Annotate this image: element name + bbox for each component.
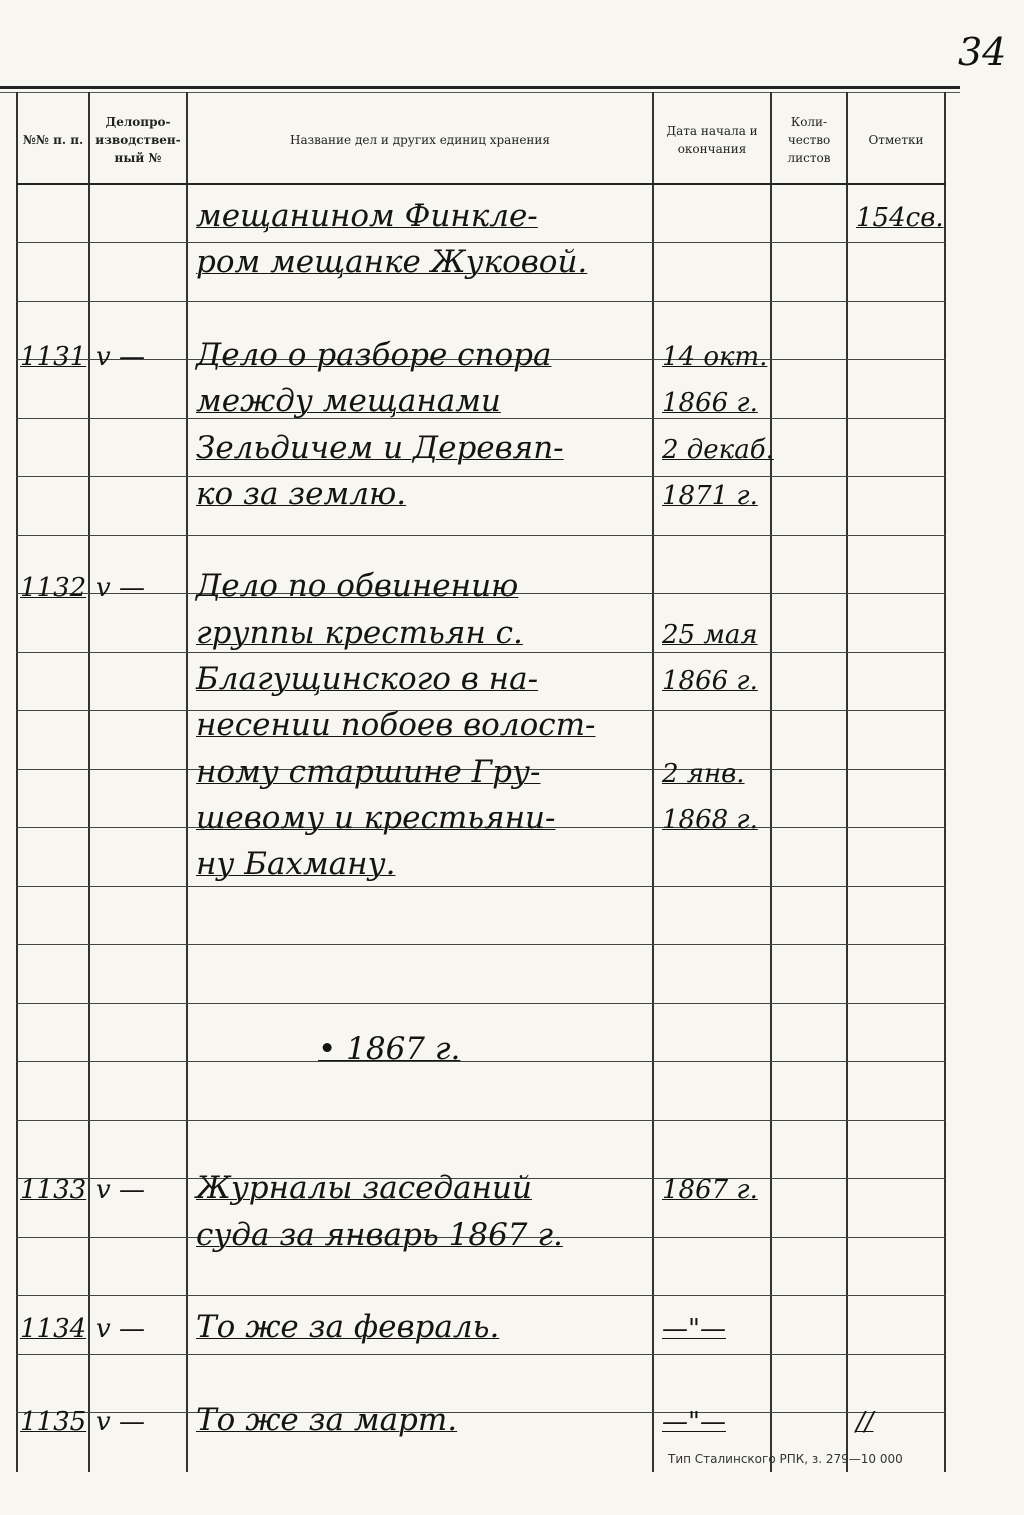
entry-date: 1871 г.	[662, 481, 758, 511]
entry-title-line: То же за март.	[196, 1402, 458, 1438]
top-rule	[0, 86, 960, 89]
entry-office-mark: v —	[96, 1314, 145, 1344]
entry-title-line: ром мещанке Жуковой.	[196, 244, 588, 280]
row-rule	[16, 944, 946, 945]
entry-title-line: То же за февраль.	[196, 1309, 500, 1345]
header-col-num: №№ п. п.	[22, 133, 84, 147]
header-col-dates: Дата начала и окончания	[666, 124, 758, 156]
entry-date: 2 декаб.	[662, 435, 774, 465]
print-footer: Тип Сталинского РПК, з. 279—10 000	[668, 1452, 903, 1466]
entry-title-line: группы крестьян с.	[196, 615, 523, 651]
entry-title-line: • 1867 г.	[318, 1031, 461, 1067]
row-rule	[16, 476, 946, 477]
entry-title-line: между мещанами	[196, 383, 501, 419]
entry-note: 154св.	[856, 203, 944, 233]
header-rule	[16, 183, 946, 185]
entry-office-mark: v —	[96, 573, 145, 603]
entry-number: 1134	[20, 1314, 87, 1344]
entry-title-line: мещанином Финкле-	[196, 198, 538, 234]
entry-date: 25 мая	[662, 620, 758, 650]
col-divider	[88, 92, 90, 1472]
entry-title-line: Журналы заседаний	[196, 1170, 532, 1206]
col-divider	[16, 92, 18, 1472]
col-divider	[652, 92, 654, 1472]
row-rule	[16, 301, 946, 302]
entry-office-mark: v —	[96, 342, 145, 372]
page-number: 34	[958, 30, 1007, 74]
entry-date: 1868 г.	[662, 805, 758, 835]
entry-office-mark: v —	[96, 1407, 145, 1437]
entry-title-line: суда за январь 1867 г.	[196, 1217, 563, 1253]
row-rule	[16, 886, 946, 887]
entry-date: —"—	[662, 1407, 726, 1437]
top-rule-thin	[0, 92, 960, 93]
row-rule	[16, 1354, 946, 1355]
header-col-office: Делопро- изводствен- ный №	[95, 115, 181, 165]
col-divider	[846, 92, 848, 1472]
col-divider	[770, 92, 772, 1472]
col-divider	[944, 92, 946, 1472]
header-col-sheets: Коли- чество листов	[787, 115, 831, 165]
entry-title-line: несении побоев волост-	[196, 707, 596, 743]
row-rule	[16, 1295, 946, 1296]
entry-date: 1866 г.	[662, 666, 758, 696]
col-divider	[186, 92, 188, 1472]
entry-title-line: ному старшине Гру-	[196, 754, 541, 790]
entry-title-line: Зельдичем и Деревяп-	[196, 430, 564, 466]
row-rule	[16, 1120, 946, 1121]
entry-title-line: ну Бахману.	[196, 846, 396, 882]
entry-note: //	[856, 1407, 874, 1437]
entry-title-line: шевому и крестьяни-	[196, 800, 556, 836]
entry-title-line: ко за землю.	[196, 476, 407, 512]
entry-title-line: Благущинского в на-	[196, 661, 539, 697]
entry-title-line: Дело по обвинению	[196, 568, 519, 604]
entry-number: 1133	[20, 1175, 87, 1205]
entry-title-line: Дело о разборе спора	[196, 337, 552, 373]
header-col-title: Название дел и других единиц хранения	[289, 133, 550, 147]
entry-date: 1866 г.	[662, 388, 758, 418]
entry-number: 1135	[20, 1407, 87, 1437]
entry-number: 1131	[20, 342, 87, 372]
entry-number: 1132	[20, 573, 87, 603]
row-rule	[16, 535, 946, 536]
entry-date: —"—	[662, 1314, 726, 1344]
row-rule	[16, 1412, 946, 1413]
row-rule	[16, 1003, 946, 1004]
entry-office-mark: v —	[96, 1175, 145, 1205]
entry-date: 1867 г.	[662, 1175, 758, 1205]
entry-date: 2 янв.	[662, 759, 745, 789]
row-rule	[16, 1061, 946, 1062]
header-col-notes: Отметки	[868, 133, 924, 147]
entry-date: 14 окт.	[662, 342, 768, 372]
